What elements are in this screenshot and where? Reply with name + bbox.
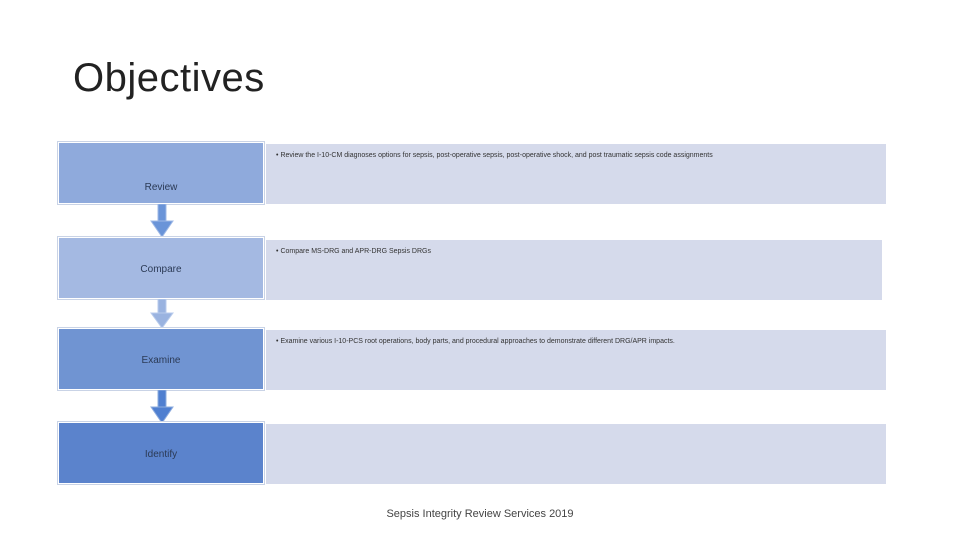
description-box-identify bbox=[266, 424, 886, 484]
step-box-compare bbox=[58, 237, 264, 299]
down-arrow-icon bbox=[150, 390, 174, 424]
bullet-icon: • bbox=[276, 152, 279, 159]
down-arrow-icon bbox=[150, 204, 174, 238]
bullet-icon: • bbox=[276, 338, 279, 345]
step-label: Examine bbox=[141, 354, 181, 366]
slide-footer bbox=[0, 508, 960, 520]
description-box-review bbox=[266, 144, 886, 204]
description-box-examine bbox=[266, 330, 886, 390]
bullet-icon: • bbox=[276, 248, 279, 255]
slide-title: Objectives bbox=[73, 56, 265, 100]
description-box-compare bbox=[266, 240, 882, 300]
down-arrow-icon bbox=[150, 299, 174, 329]
step-box-identify bbox=[58, 422, 264, 484]
description-text: Examine various I-10-PCS root operations, body parts, and procedural approaches to demonstrate different DRG/APR impacts. bbox=[280, 338, 675, 345]
step-box-examine bbox=[58, 328, 264, 390]
description-text: Review the I-10-CM diagnoses options for sepsis, post-operative sepsis, post-operative shock, and post traumatic sepsis code assignments bbox=[280, 152, 713, 159]
step-label: Compare bbox=[140, 263, 182, 275]
footer-text: Sepsis Integrity Review Services 2019 bbox=[386, 508, 574, 520]
step-label: Identify bbox=[144, 448, 178, 460]
description-text: Compare MS-DRG and APR-DRG Sepsis DRGs bbox=[280, 248, 431, 255]
step-box-review bbox=[58, 142, 264, 204]
step-label: Review bbox=[144, 181, 178, 193]
